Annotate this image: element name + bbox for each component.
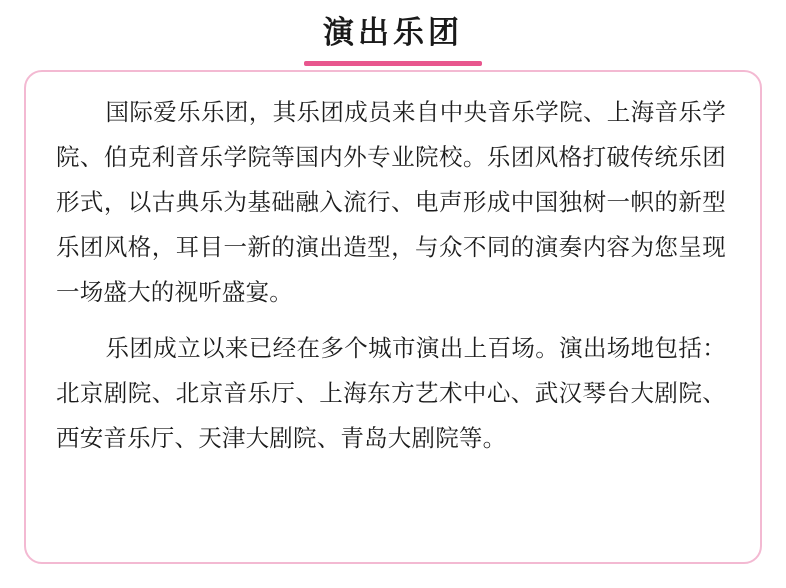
paragraph-1 — [56, 90, 726, 316]
page-title: 演出乐团 — [323, 15, 463, 50]
paragraph-2 — [56, 326, 726, 461]
title-underline — [304, 61, 482, 66]
paragraph-1-text: 国际爱乐乐团，其乐团成员来自中央音乐学院、上海音乐学院、伯克利音乐学院等国内外专业院校。乐团风格打破传统乐团形式，以古典乐为基础融入流行、电声形成中国独树一帜的新型乐团风格，耳目一新的演出造型，与众不同的演奏内容为您呈现一场盛大的视听盛宴。 — [56, 99, 726, 306]
page-title-block — [0, 14, 786, 66]
paragraph-2-text: 乐团成立以来已经在多个城市演出上百场。演出场地包括：北京剧院、北京音乐厅、上海东方艺术中心、武汉琴台大剧院、西安音乐厅、天津大剧院、青岛大剧院等。 — [56, 334, 726, 451]
content-card — [24, 70, 762, 564]
